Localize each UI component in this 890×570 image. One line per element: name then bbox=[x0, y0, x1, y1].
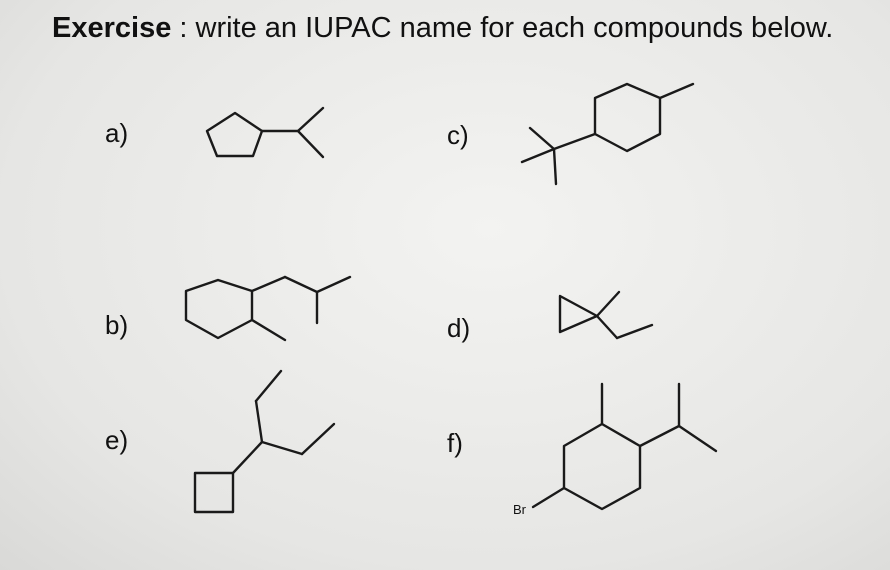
structure-b bbox=[186, 277, 350, 340]
structure-c bbox=[522, 84, 693, 184]
bond-f-2 bbox=[640, 426, 679, 446]
bromine-atom-label: Br bbox=[513, 502, 526, 517]
structure-e bbox=[195, 371, 334, 512]
cyclohexane-ring-c bbox=[595, 84, 660, 151]
bond-f-4 bbox=[679, 426, 716, 451]
label-c: c) bbox=[447, 120, 469, 150]
bond-b-1 bbox=[252, 277, 285, 291]
cyclohexane-ring-b bbox=[186, 280, 252, 338]
bond-d-3 bbox=[617, 325, 652, 338]
bond-c-5 bbox=[554, 149, 556, 184]
exercise-heading-bold: Exercise bbox=[52, 12, 172, 44]
label-d: d) bbox=[447, 313, 471, 343]
cyclopentane-ring-a bbox=[207, 113, 262, 156]
bond-a-3 bbox=[298, 131, 323, 157]
label-b: b) bbox=[105, 310, 129, 340]
bond-c-2 bbox=[554, 134, 595, 149]
bond-d-1 bbox=[597, 292, 619, 316]
bond-e-2 bbox=[256, 401, 262, 442]
bond-b-5 bbox=[252, 320, 285, 340]
bond-c-3 bbox=[530, 128, 554, 149]
bond-f-5 bbox=[533, 488, 564, 507]
bond-e-3 bbox=[256, 371, 281, 401]
cyclohexane-ring-f bbox=[564, 424, 640, 509]
bond-c-1 bbox=[660, 84, 693, 98]
label-a: a) bbox=[105, 118, 129, 148]
label-e: e) bbox=[105, 425, 129, 455]
cyclobutane-ring-e bbox=[195, 473, 233, 512]
bond-e-4 bbox=[262, 442, 302, 454]
bond-e-1 bbox=[233, 442, 262, 473]
bond-b-2 bbox=[285, 277, 317, 292]
bond-c-4 bbox=[522, 149, 554, 162]
bond-d-2 bbox=[597, 316, 617, 338]
bond-e-5 bbox=[302, 424, 334, 454]
cyclopropane-ring-d bbox=[560, 296, 597, 332]
exercise-heading-text: : write an IUPAC name for each compounds below. bbox=[171, 12, 834, 44]
bond-a-2 bbox=[298, 108, 323, 131]
structure-a bbox=[207, 108, 323, 157]
bond-b-3 bbox=[317, 277, 350, 292]
structure-f bbox=[513, 384, 716, 517]
label-f: f) bbox=[447, 428, 463, 458]
structure-d bbox=[560, 292, 652, 338]
